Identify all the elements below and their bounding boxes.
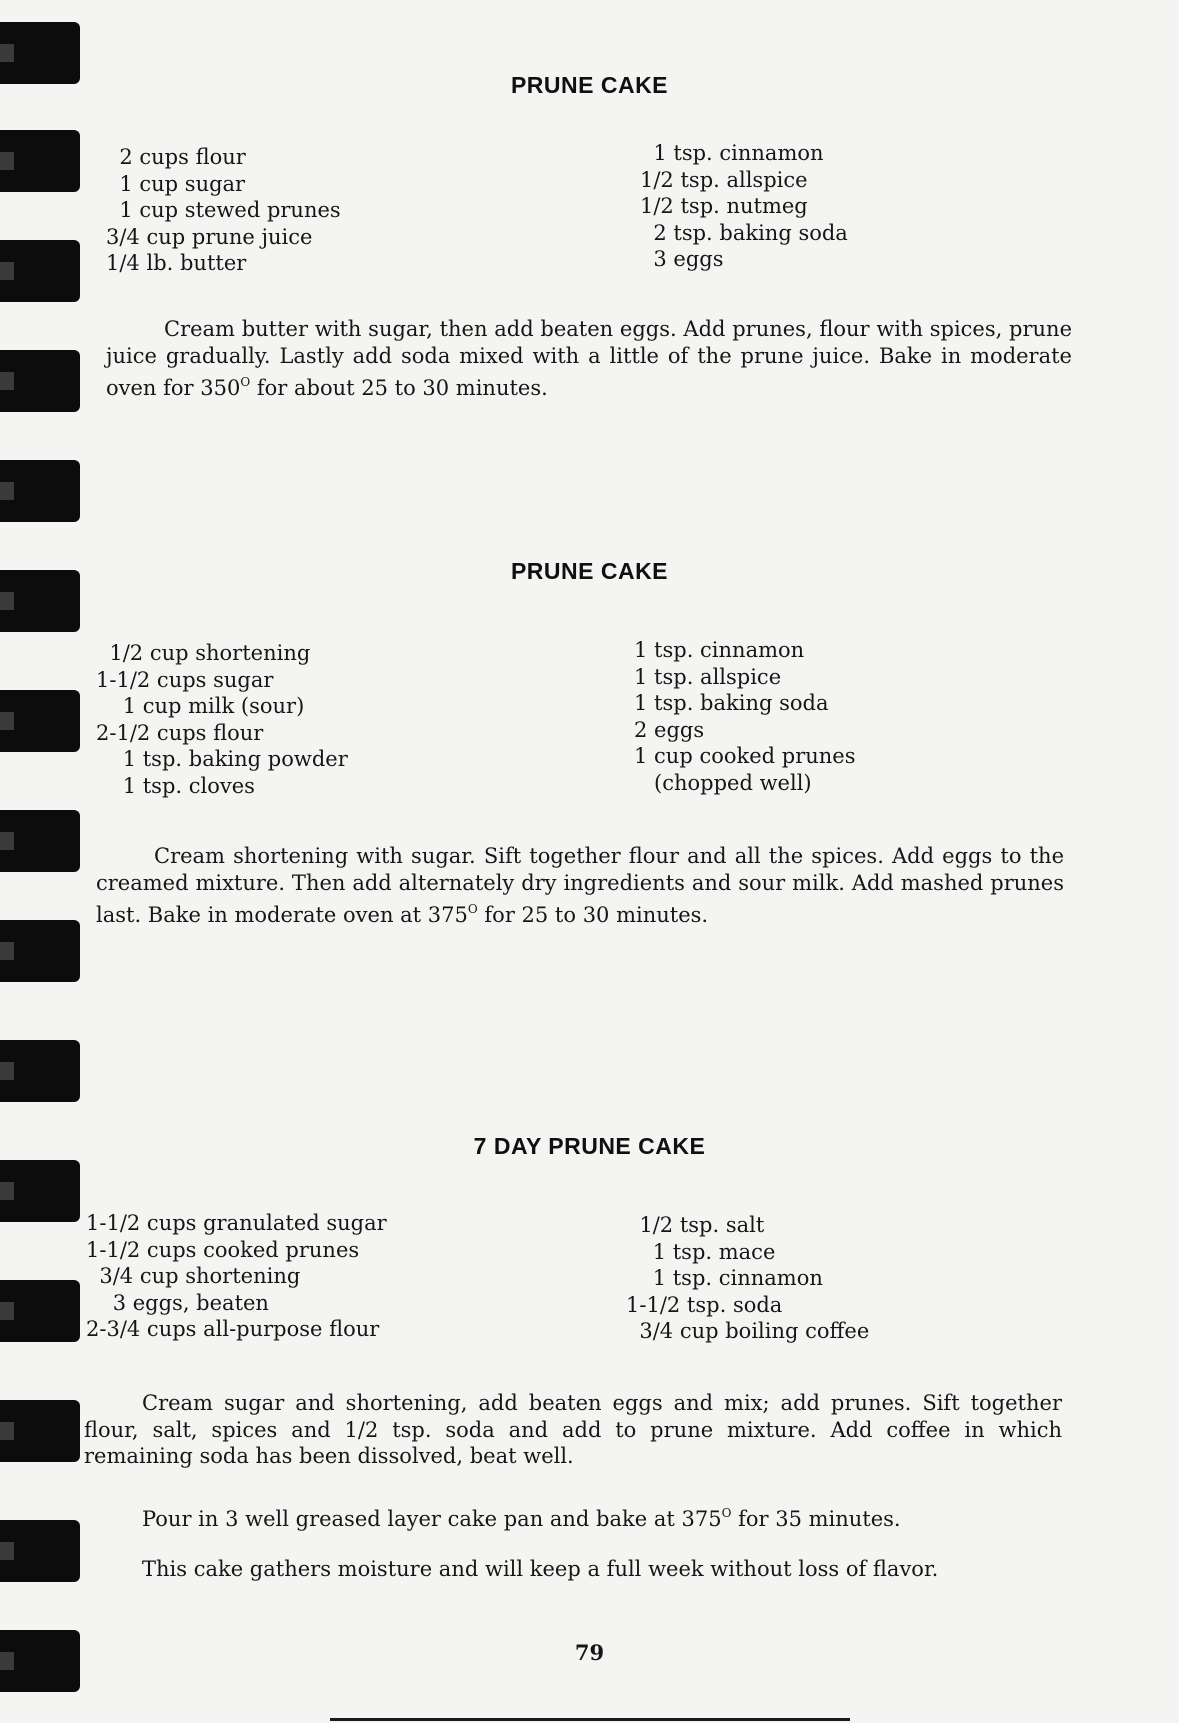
- ingredients-right: [640, 140, 848, 273]
- directions-paragraph: Pour in 3 well greased layer cake pan and bake at $375^O$ for 35 minutes.: [142, 1506, 901, 1531]
- ingredient: 2 tsp. baking soda: [640, 220, 848, 245]
- directions-paragraph: Cream shortening with sugar. Sift together flour and all the spices. Add eggs to the creamed mixture. Then add alternately dry ingredients and sour milk. Add mashed prunes last. Bake in moderate oven at $375^O$ for 25 to 30 minutes.: [96, 844, 1064, 927]
- ingredient: 1 tsp. mace: [626, 1239, 776, 1264]
- ingredient: 2 eggs: [634, 717, 705, 742]
- ingredient: 1-1/2 cups granulated sugar: [86, 1211, 387, 1235]
- page-edge-line: [330, 1718, 850, 1721]
- ingredient: 3/4 cup prune juice: [106, 224, 313, 249]
- ingredients-left: [106, 144, 341, 277]
- recipe-title: PRUNE CAKE: [510, 72, 669, 98]
- ingredient: 1 tsp. allspice: [634, 664, 782, 689]
- ingredient: 1 cup milk (sour): [96, 694, 305, 718]
- spiral-binding: [0, 0, 90, 1723]
- ingredient: 3/4 cup boiling coffee: [626, 1319, 870, 1343]
- ingredient: 1/2 tsp. nutmeg: [640, 194, 808, 218]
- ingredient: 1 cup sugar: [106, 171, 246, 196]
- ingredient: 3 eggs, beaten: [86, 1290, 269, 1315]
- ingredient: (chopped well): [634, 770, 812, 795]
- ingredient: 1/2 tsp. allspice: [640, 167, 808, 192]
- ingredient: 1 tsp. cinnamon: [634, 638, 805, 662]
- ingredient: 1/4 lb. butter: [106, 251, 247, 275]
- ingredient: 1/2 tsp. salt: [626, 1213, 765, 1237]
- directions-paragraph: Cream butter with sugar, then add beaten eggs. Add prunes, flour with spices, prune juice gradually. Lastly add soda mixed with a little of the prune juice. Bake in moderate oven for $350^O$ for about 25 to 30 minutes.: [106, 317, 1072, 400]
- ingredient: 1-1/2 cups sugar: [96, 667, 274, 692]
- ingredient: 2 cups flour: [106, 145, 246, 169]
- ingredient: 2-3/4 cups all-purpose flour: [86, 1317, 380, 1341]
- directions-paragraph: This cake gathers moisture and will keep a full week without loss of flavor.: [142, 1557, 939, 1581]
- ingredient: 3 eggs: [640, 247, 724, 271]
- ingredients-right: [634, 637, 856, 796]
- page-number: 79: [574, 1640, 605, 1665]
- ingredient: 1 cup cooked prunes: [634, 744, 856, 768]
- ingredient: 1 tsp. baking powder: [96, 747, 348, 771]
- ingredient: 1-1/2 tsp. soda: [626, 1292, 783, 1317]
- ingredient: 1 tsp. cinnamon: [640, 141, 824, 165]
- ingredient: 1 tsp. cinnamon: [626, 1266, 823, 1290]
- ingredient: 1 cup stewed prunes: [106, 198, 341, 222]
- ingredients-left: [86, 1210, 387, 1343]
- directions-paragraph: Cream sugar and shortening, add beaten eggs and mix; add prunes. Sift together flour, salt, spices and 1/2 tsp. soda and add to prune mixture. Add coffee in which remaining soda has been dissolved, beat well.: [84, 1391, 1062, 1468]
- ingredient: 1-1/2 cups cooked prunes: [86, 1237, 360, 1262]
- ingredient: 3/4 cup shortening: [86, 1264, 301, 1288]
- ingredients-right: [626, 1212, 869, 1345]
- ingredients-left: [96, 640, 348, 799]
- ingredient: 1/2 cup shortening: [96, 641, 311, 665]
- recipe-title: PRUNE CAKE: [510, 558, 669, 584]
- ingredient: 2-1/2 cups flour: [96, 720, 264, 745]
- recipe-title: 7 DAY PRUNE CAKE: [473, 1133, 706, 1159]
- ingredient: 1 tsp. cloves: [96, 773, 255, 798]
- ingredient: 1 tsp. baking soda: [634, 691, 829, 715]
